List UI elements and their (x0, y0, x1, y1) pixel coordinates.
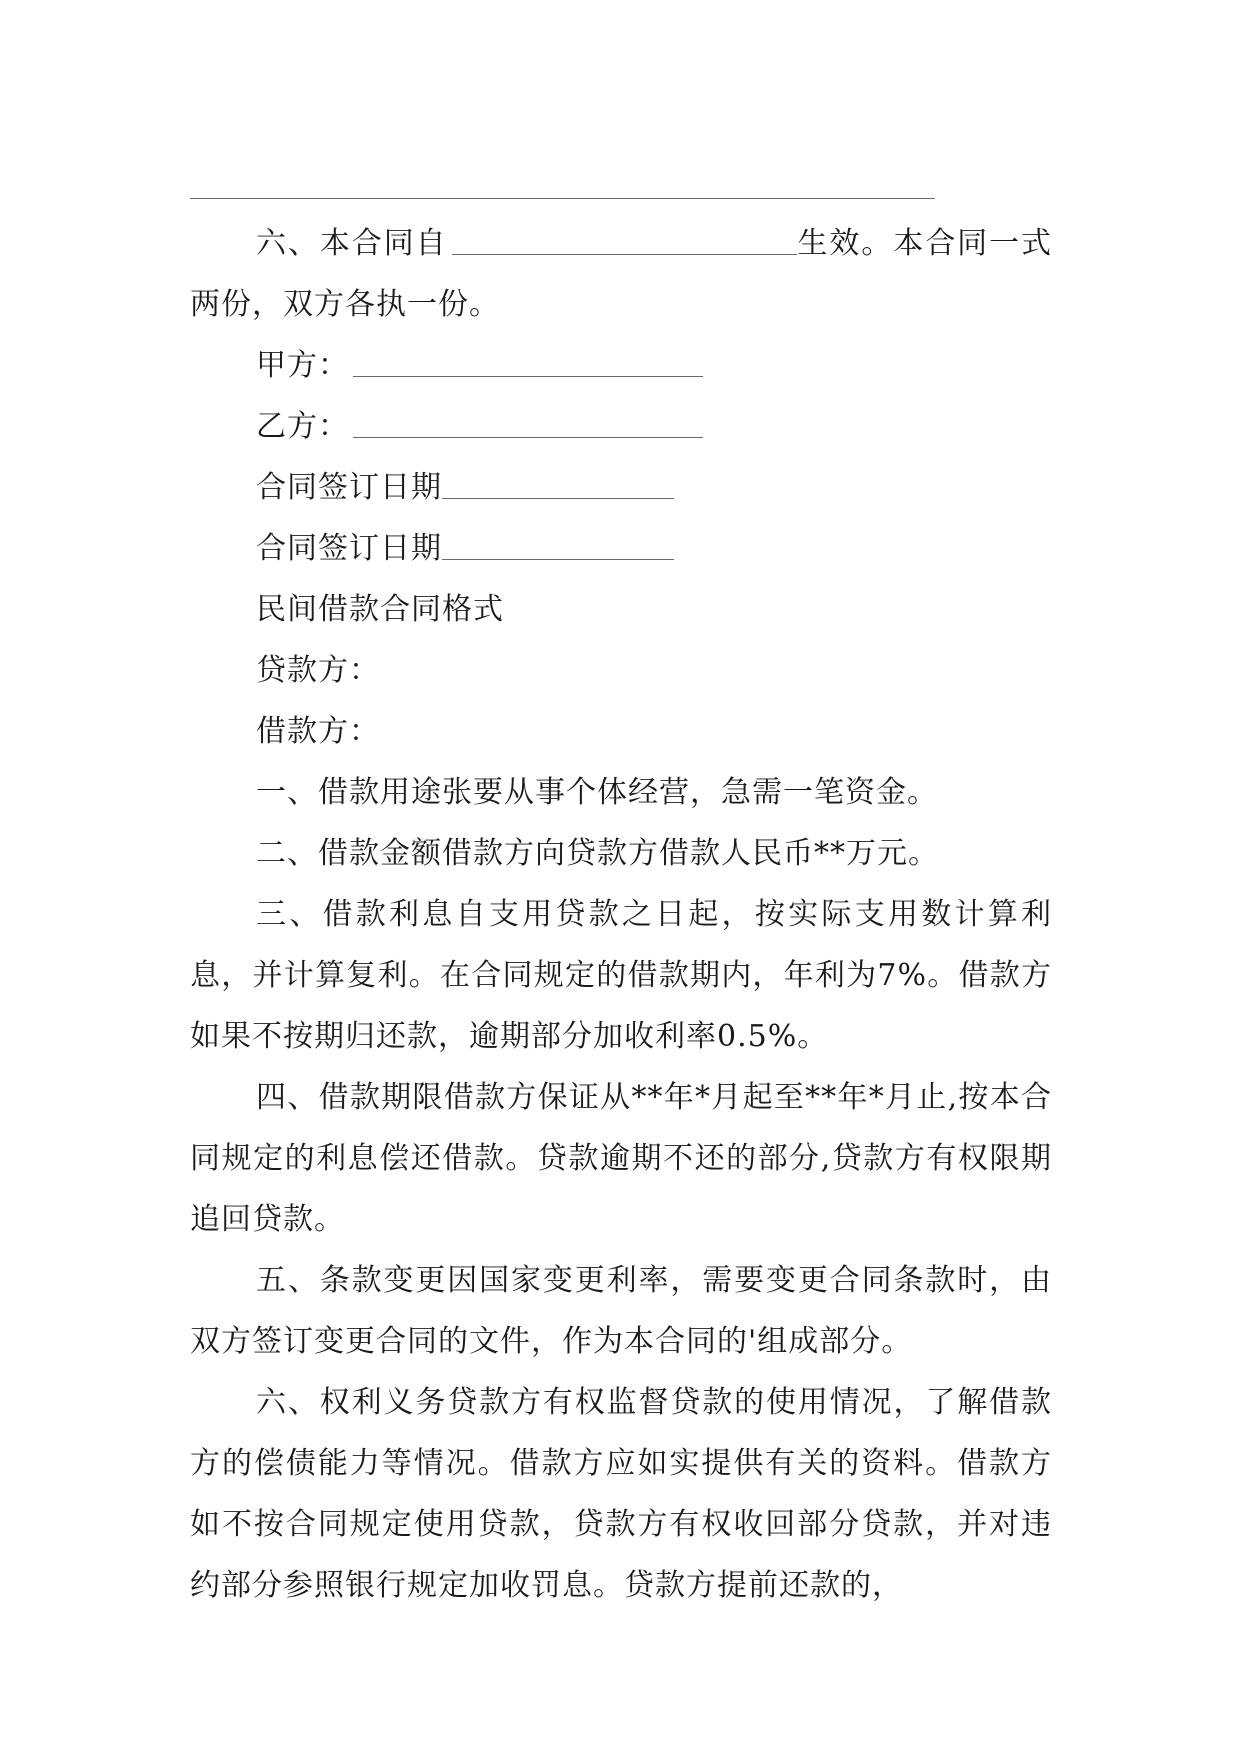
clause-loan-term: 四、借款期限借款方保证从**年*月起至**年*月止,按本合同规定的利息偿还借款。贷款逾期不还的部分,贷款方有权限期追回贷款。 (190, 1080, 1052, 1237)
clause-loan-amount: 二、借款金额借款方向贷款方借款人民币**万元。 (256, 836, 939, 871)
clause-loan-purpose: 一、借款用途张要从事个体经营，急需一笔资金。 (256, 775, 938, 810)
sign-date-label-1: 合同签订日期 (256, 470, 442, 505)
borrower-label: 借款方： (256, 714, 380, 749)
effective-clause (190, 213, 1052, 335)
effective-date-blank (452, 224, 797, 255)
top-divider-line (190, 198, 935, 199)
sign-date-label-2: 合同签订日期 (256, 531, 442, 566)
sign-date-blank-1 (442, 468, 674, 499)
effective-clause-after: 生效。本合同一式两份，双方各执一份。 (190, 226, 1053, 322)
sign-date-line-2 (190, 518, 1052, 579)
lender-label: 贷款方： (256, 653, 380, 688)
party-a-label: 甲方： (256, 348, 349, 383)
sign-date-blank-2 (442, 529, 674, 560)
sign-date-line-1 (190, 457, 1052, 518)
effective-clause-before: 六、本合同自 (256, 226, 448, 261)
clause-terms-change: 五、条款变更因国家变更利率，需要变更合同条款时，由双方签订变更合同的文件，作为本合同的'组成部分。 (190, 1263, 1052, 1359)
party-a-line (190, 335, 1052, 396)
party-b-blank (353, 407, 703, 438)
section-title: 民间借款合同格式 (256, 592, 504, 627)
party-b-line (190, 396, 1052, 457)
clause-rights-obligations: 六、权利义务贷款方有权监督贷款的使用情况，了解借款方的偿债能力等情况。借款方应如实提供有关的资料。借款方如不按合同规定使用贷款，贷款方有权收回部分贷款，并对违约部分参照银行规定加收罚息。贷款方提前还款的， (190, 1385, 1052, 1603)
document-body (190, 213, 1052, 1616)
party-b-label: 乙方： (256, 409, 349, 444)
clause-loan-interest: 三、借款利息自支用贷款之日起，按实际支用数计算利息，并计算复利。在合同规定的借款期内，年利为7%。借款方如果不按期归还款，逾期部分加收利率0.5%。 (190, 897, 1052, 1054)
party-a-blank (353, 346, 703, 377)
